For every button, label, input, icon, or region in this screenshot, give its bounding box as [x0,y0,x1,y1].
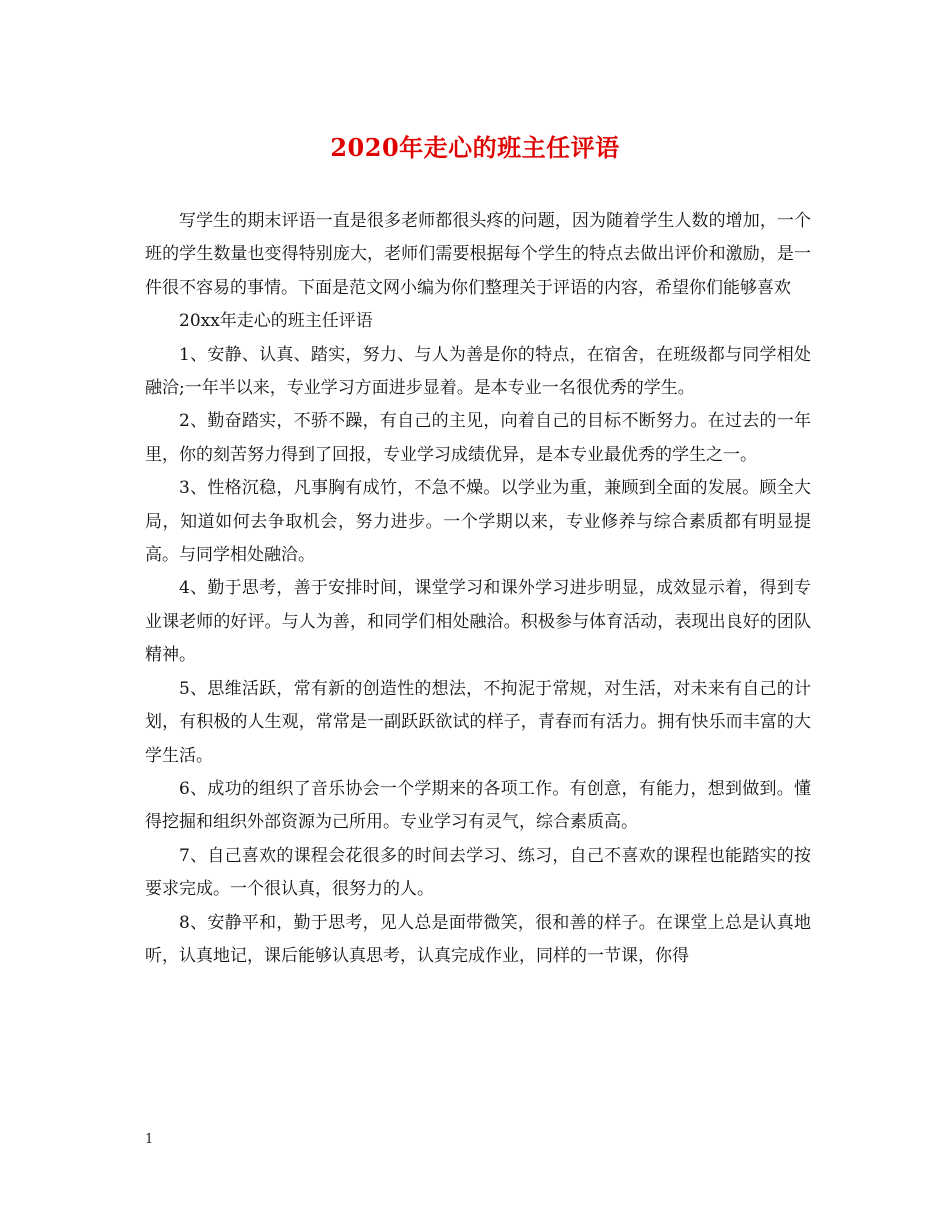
comment-paragraph-7: 7、自己喜欢的课程会花很多的时间去学习、练习，自己不喜欢的课程也能踏实的按要求完成。一个很认真，很努力的人。 [145,845,811,900]
comment-paragraph-6: 6、成功的组织了音乐协会一个学期来的各项工作。有创意，有能力，想到做到。懂得挖掘和组织外部资源为己所用。专业学习有灵气，综合素质高。 [145,778,811,833]
section-heading: 20xx年走心的班主任评语 [179,311,373,332]
comment-paragraph-5: 5、思维活跃，常有新的创造性的想法，不拘泥于常规，对生活，对未来有自己的计划，有积极的人生观，常常是一副跃跃欲试的样子，青春而有活力。拥有快乐而丰富的大学生活。 [145,678,811,766]
comment-paragraph-2: 2、勤奋踏实，不骄不躁，有自己的主见，向着自己的目标不断努力。在过去的一年里，你的刻苦努力得到了回报，专业学习成绩优异，是本专业最优秀的学生之一。 [145,411,811,465]
document-title: 2020年走心的班主任评语 [330,133,620,162]
comment-paragraph-4: 4、勤于思考，善于安排时间，课堂学习和课外学习进步明显，成效显示着，得到专业课老师的好评。与人为善，和同学们相处融洽。积极参与体育活动，表现出良好的团队精神。 [145,578,811,666]
comment-paragraph-3: 3、性格沉稳，凡事胸有成竹，不急不燥。以学业为重，兼顾到全面的发展。顾全大局，知道如何去争取机会，努力进步。一个学期以来，专业修养与综合素质都有明显提高。与同学相处融洽。 [145,478,811,566]
document-body [145,205,811,973]
comment-paragraph-8: 8、安静平和，勤于思考，见人总是面带微笑，很和善的样子。在课堂上总是认真地听，认真地记，课后能够认真思考，认真完成作业，同样的一节课，你得 [145,912,811,966]
comment-paragraph-1: 1、安静、认真、踏实，努力、与人为善是你的特点，在宿舍，在班级都与同学相处融洽;一年半以来，专业学习方面进步显着。是本专业一名很优秀的学生。 [145,344,811,399]
intro-paragraph: 写学生的期末评语一直是很多老师都很头疼的问题，因为随着学生人数的增加，一个班的学生数量也变得特别庞大，老师们需要根据每个学生的特点去做出评价和激励，是一件很不容易的事情。下面是范文网小编为你们整理关于评语的内容，希望你们能够喜欢 [145,211,811,298]
page-number: 1 [145,1132,154,1147]
